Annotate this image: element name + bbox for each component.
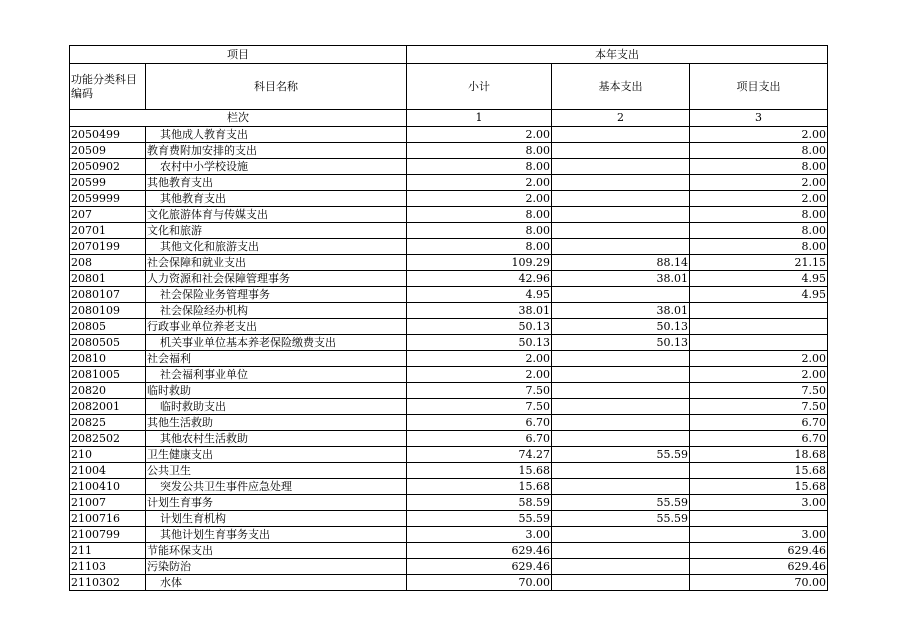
table-row [70,543,828,559]
row-basic [552,287,690,303]
row-project: 2.00 [690,175,828,191]
row-name: 教育费附加安排的支出 [146,143,407,159]
table-row [70,479,828,495]
row-subtotal: 6.70 [407,415,552,431]
row-name: 节能环保支出 [146,543,407,559]
row-project: 2.00 [690,191,828,207]
row-code: 20810 [70,351,146,367]
row-subtotal: 2.00 [407,367,552,383]
row-subtotal: 2.00 [407,127,552,143]
row-basic [552,367,690,383]
basic-column-header: 基本支出 [552,64,690,110]
row-name: 计划生育机构 [146,511,407,527]
table-row [70,175,828,191]
row-project [690,511,828,527]
row-code: 210 [70,447,146,463]
row-subtotal: 15.68 [407,479,552,495]
table-row [70,287,828,303]
row-subtotal: 4.95 [407,287,552,303]
row-subtotal: 8.00 [407,159,552,175]
row-project: 629.46 [690,543,828,559]
row-basic [552,543,690,559]
row-basic: 88.14 [552,255,690,271]
row-project: 2.00 [690,127,828,143]
row-name: 其他文化和旅游支出 [146,239,407,255]
row-code: 2082502 [70,431,146,447]
row-code: 2080109 [70,303,146,319]
column-label: 栏次 [70,110,407,127]
project-column-header: 项目支出 [690,64,828,110]
row-code: 20825 [70,415,146,431]
row-subtotal: 629.46 [407,559,552,575]
table-row [70,255,828,271]
row-project: 6.70 [690,415,828,431]
row-basic [552,431,690,447]
row-subtotal: 42.96 [407,271,552,287]
row-subtotal: 8.00 [407,223,552,239]
table-row [70,351,828,367]
row-code: 21007 [70,495,146,511]
row-name: 其他成人教育支出 [146,127,407,143]
row-name: 其他农村生活救助 [146,431,407,447]
row-project: 15.68 [690,479,828,495]
table-row [70,319,828,335]
table-row [70,431,828,447]
row-name: 社会保障和就业支出 [146,255,407,271]
column-number-row [70,110,828,127]
row-name: 农村中小学校设施 [146,159,407,175]
row-subtotal: 74.27 [407,447,552,463]
row-basic [552,527,690,543]
row-project: 8.00 [690,159,828,175]
row-name: 临时救助 [146,383,407,399]
table-row [70,239,828,255]
row-name: 人力资源和社会保障管理事务 [146,271,407,287]
row-basic [552,399,690,415]
row-code: 208 [70,255,146,271]
expenditure-table [69,45,828,591]
column-number-3: 3 [690,110,828,127]
subtotal-column-header: 小计 [407,64,552,110]
row-basic: 38.01 [552,271,690,287]
row-project: 7.50 [690,399,828,415]
table-row [70,367,828,383]
row-subtotal: 50.13 [407,335,552,351]
row-subtotal: 629.46 [407,543,552,559]
table-row [70,303,828,319]
row-code: 2100799 [70,527,146,543]
row-code: 20701 [70,223,146,239]
row-code: 2081005 [70,367,146,383]
row-code: 20805 [70,319,146,335]
row-code: 2070199 [70,239,146,255]
row-name: 社会保险经办机构 [146,303,407,319]
row-project: 8.00 [690,207,828,223]
row-basic [552,463,690,479]
table-row [70,143,828,159]
row-basic [552,575,690,591]
row-code: 20801 [70,271,146,287]
row-code: 21004 [70,463,146,479]
name-column-header: 科目名称 [146,64,407,110]
table-row [70,223,828,239]
row-code: 2050902 [70,159,146,175]
column-number-2: 2 [552,110,690,127]
table-row [70,527,828,543]
table-row [70,207,828,223]
row-code: 2059999 [70,191,146,207]
row-basic: 50.13 [552,319,690,335]
row-subtotal: 2.00 [407,351,552,367]
row-project: 6.70 [690,431,828,447]
row-basic [552,127,690,143]
row-subtotal: 2.00 [407,175,552,191]
row-basic: 55.59 [552,511,690,527]
code-column-header: 功能分类科目编码 [70,64,146,110]
row-basic [552,207,690,223]
row-subtotal: 7.50 [407,383,552,399]
row-code: 2100410 [70,479,146,495]
row-basic [552,383,690,399]
row-project: 4.95 [690,271,828,287]
header-row-2 [70,64,828,110]
row-basic [552,175,690,191]
row-name: 临时救助支出 [146,399,407,415]
row-basic: 55.59 [552,495,690,511]
row-name: 行政事业单位养老支出 [146,319,407,335]
row-name: 污染防治 [146,559,407,575]
row-project: 18.68 [690,447,828,463]
row-name: 社会福利 [146,351,407,367]
row-code: 20509 [70,143,146,159]
row-name: 计划生育事务 [146,495,407,511]
header-row-1 [70,46,828,64]
row-basic [552,159,690,175]
row-basic [552,143,690,159]
row-subtotal: 15.68 [407,463,552,479]
row-subtotal: 7.50 [407,399,552,415]
row-name: 突发公共卫生事件应急处理 [146,479,407,495]
row-code: 211 [70,543,146,559]
row-name: 其他计划生育事务支出 [146,527,407,543]
row-project: 629.46 [690,559,828,575]
row-subtotal: 8.00 [407,207,552,223]
row-project: 4.95 [690,287,828,303]
row-basic [552,351,690,367]
row-name: 社会福利事业单位 [146,367,407,383]
row-basic [552,191,690,207]
table-row [70,335,828,351]
row-code: 2082001 [70,399,146,415]
row-name: 其他教育支出 [146,175,407,191]
row-project: 3.00 [690,495,828,511]
row-code: 20599 [70,175,146,191]
row-project: 8.00 [690,143,828,159]
table-row [70,415,828,431]
row-name: 水体 [146,575,407,591]
row-code: 2050499 [70,127,146,143]
row-code: 2080107 [70,287,146,303]
row-project: 21.15 [690,255,828,271]
row-basic: 50.13 [552,335,690,351]
row-name: 公共卫生 [146,463,407,479]
row-name: 卫生健康支出 [146,447,407,463]
table-row [70,575,828,591]
row-project: 7.50 [690,383,828,399]
row-project: 8.00 [690,223,828,239]
row-subtotal: 6.70 [407,431,552,447]
table-row [70,559,828,575]
row-project [690,319,828,335]
row-project: 2.00 [690,367,828,383]
row-basic [552,239,690,255]
table-row [70,447,828,463]
row-project [690,335,828,351]
row-name: 其他教育支出 [146,191,407,207]
table-row [70,159,828,175]
row-code: 2110302 [70,575,146,591]
row-project [690,303,828,319]
row-code: 2100716 [70,511,146,527]
row-name: 社会保险业务管理事务 [146,287,407,303]
column-number-1: 1 [407,110,552,127]
table-row [70,383,828,399]
row-basic [552,479,690,495]
project-header: 项目 [70,46,407,64]
row-subtotal: 58.59 [407,495,552,511]
current-year-header: 本年支出 [407,46,828,64]
row-basic: 55.59 [552,447,690,463]
row-name: 其他生活救助 [146,415,407,431]
row-subtotal: 55.59 [407,511,552,527]
row-subtotal: 2.00 [407,191,552,207]
row-subtotal: 70.00 [407,575,552,591]
row-name: 文化和旅游 [146,223,407,239]
row-name: 文化旅游体育与传媒支出 [146,207,407,223]
row-subtotal: 8.00 [407,239,552,255]
row-subtotal: 3.00 [407,527,552,543]
row-project: 8.00 [690,239,828,255]
row-code: 20820 [70,383,146,399]
row-basic: 38.01 [552,303,690,319]
table-row [70,127,828,143]
row-basic [552,415,690,431]
row-project: 3.00 [690,527,828,543]
table-row [70,463,828,479]
row-subtotal: 50.13 [407,319,552,335]
row-subtotal: 109.29 [407,255,552,271]
table-row [70,511,828,527]
row-subtotal: 8.00 [407,143,552,159]
row-project: 70.00 [690,575,828,591]
row-code: 2080505 [70,335,146,351]
table-row [70,271,828,287]
row-basic [552,223,690,239]
row-basic [552,559,690,575]
row-code: 207 [70,207,146,223]
row-project: 2.00 [690,351,828,367]
row-project: 15.68 [690,463,828,479]
table-row [70,495,828,511]
table-row [70,191,828,207]
table-row [70,399,828,415]
row-code: 21103 [70,559,146,575]
row-subtotal: 38.01 [407,303,552,319]
row-name: 机关事业单位基本养老保险缴费支出 [146,335,407,351]
